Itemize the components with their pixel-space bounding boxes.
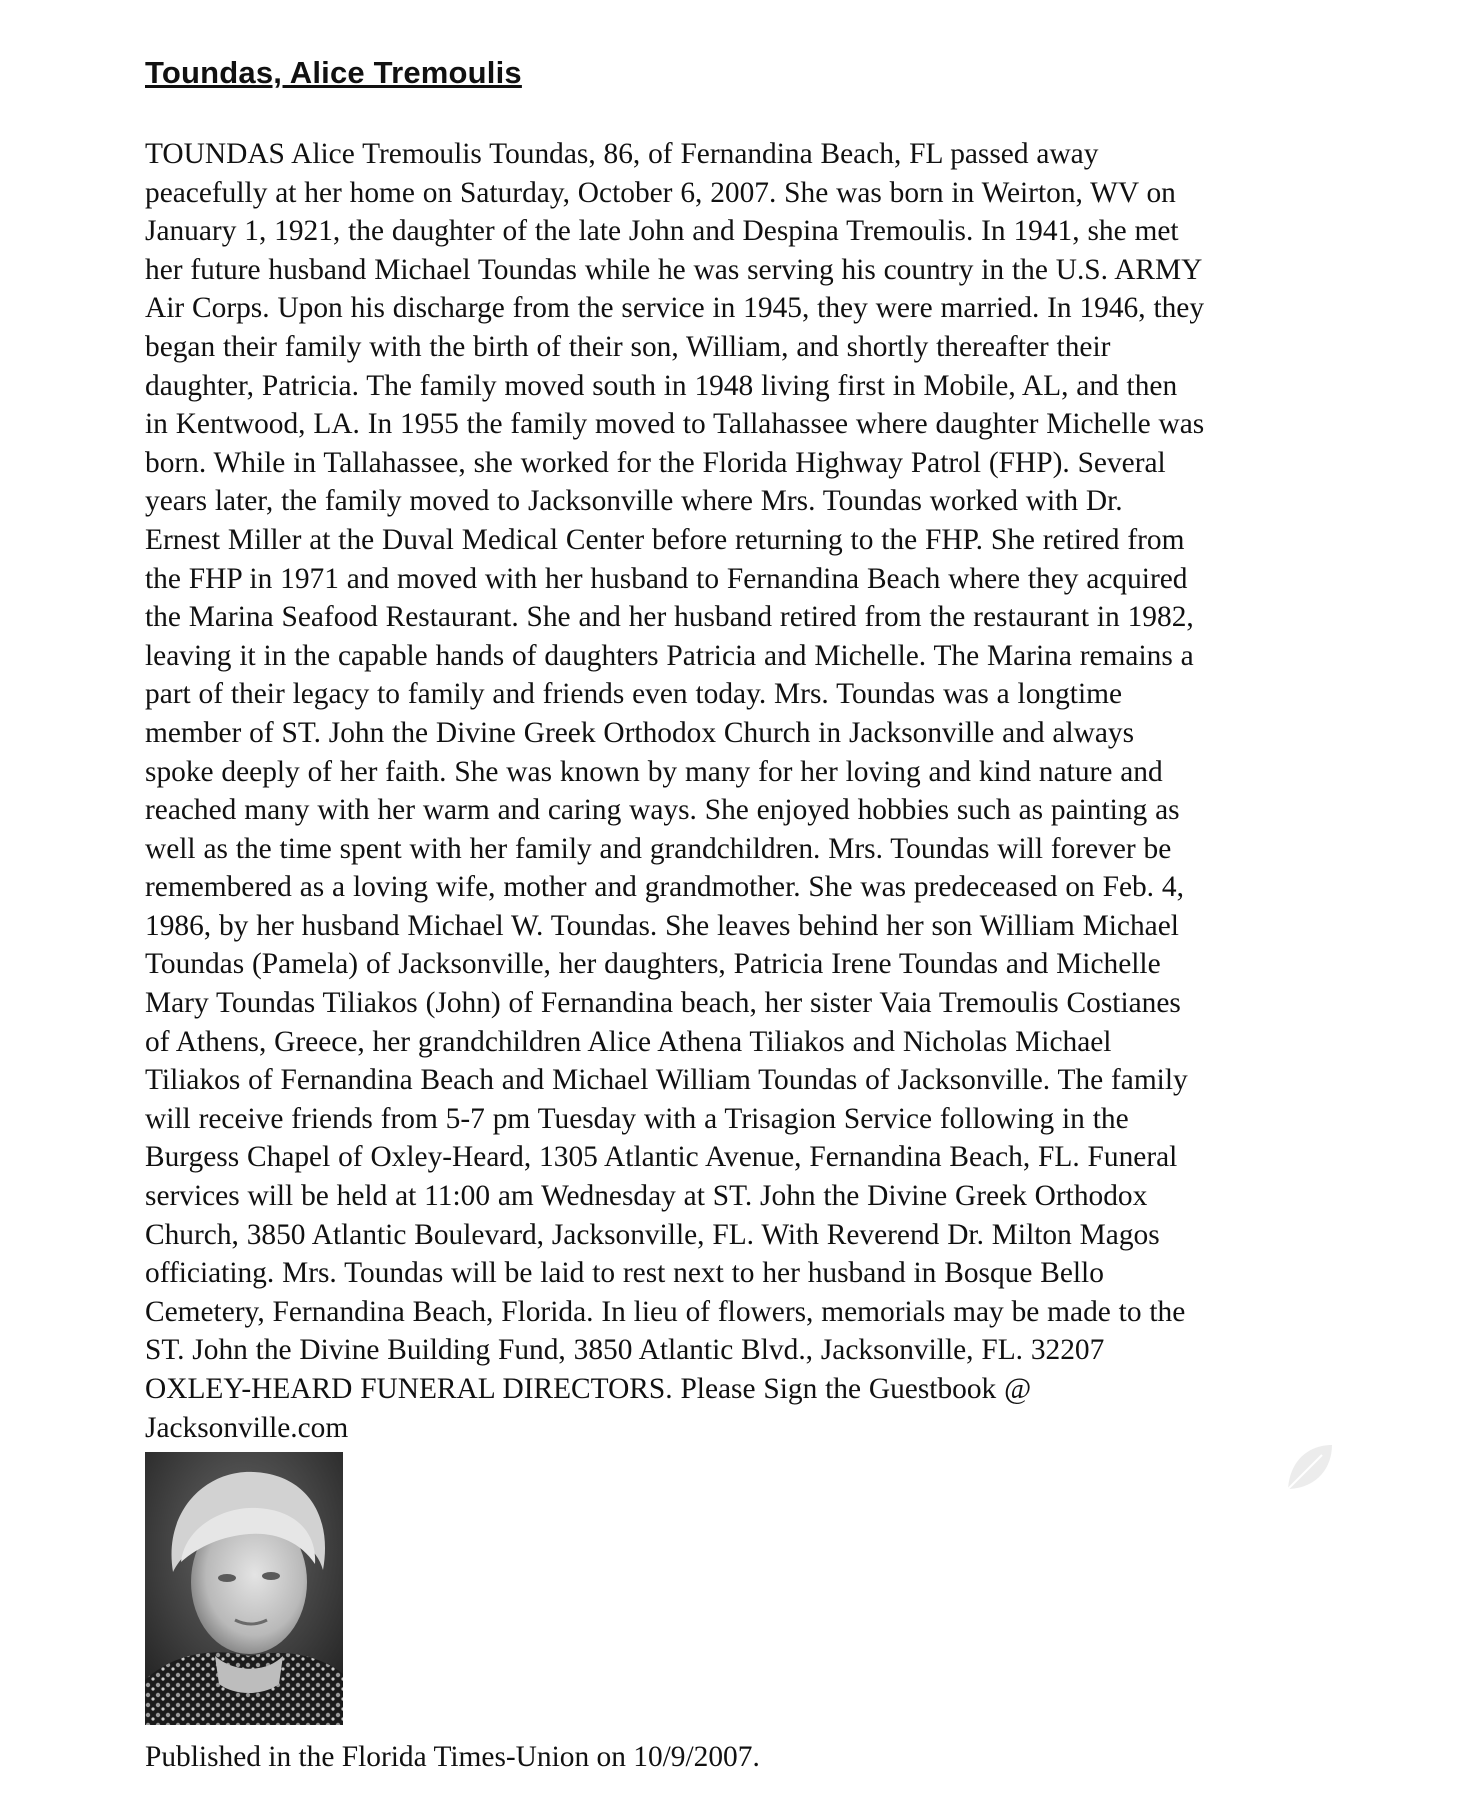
obituary-line: of Athens, Greece, her grandchildren Alice Athena Tiliakos and Nicholas Michael [145,1025,1112,1058]
leaf-icon [1278,1437,1340,1499]
obituary-line: OXLEY-HEARD FUNERAL DIRECTORS. Please Sign the Guestbook @ [145,1373,1032,1405]
obituary-line: Mary Toundas Tiliakos (John) of Fernandina beach, her sister Vaia Tremoulis Costianes [145,987,1181,1020]
obituary-line: Church, 3850 Atlantic Boulevard, Jacksonville, FL. With Reverend Dr. Milton Magos [145,1218,1160,1251]
obituary-line: will receive friends from 5-7 pm Tuesday with a Trisagion Service following in the [145,1102,1129,1135]
obituary-line: member of ST. John the Divine Greek Orthodox Church in Jacksonville and always [145,716,1135,749]
obituary-line: January 1, 1921, the daughter of the late John and Despina Tremoulis. In 1941, she met [145,215,1179,248]
obituary-line: born. While in Tallahassee, she worked for the Florida Highway Patrol (FHP). Several [145,446,1166,479]
obituary-line: began their family with the birth of their son, William, and shortly thereafter their [145,330,1111,363]
obituary-line: officiating. Mrs. Toundas will be laid to rest next to her husband in Bosque Bello [145,1257,1104,1290]
obituary-line: leaving it in the capable hands of daughters Patricia and Michelle. The Marina remains a [145,639,1194,672]
obituary-line: Air Corps. Upon his discharge from the service in 1945, they were married. In 1946, they [145,292,1205,325]
obituary-body [145,135,1360,1447]
obituary-line: Toundas (Pamela) of Jacksonville, her daughters, Patricia Irene Toundas and Michelle [145,948,1161,981]
obituary-line: services will be held at 11:00 am Wednesday at ST. John the Divine Greek Orthodox [145,1180,1148,1213]
obituary-line: reached many with her warm and caring ways. She enjoyed hobbies such as painting as [145,794,1180,827]
obituary-line: 1986, by her husband Michael W. Toundas. She leaves behind her son William Michael [145,909,1179,942]
publication-note: Published in the Florida Times-Union on 10/9/2007. [145,1741,760,1773]
obituary-line: remembered as a loving wife, mother and grandmother. She was predeceased on Feb. 4, [145,871,1184,904]
obituary-line: Jacksonville.com [145,1411,349,1444]
obituary-line: peacefully at her home on Saturday, October 6, 2007. She was born in Weirton, WV on [145,176,1176,209]
obituary-heading: Toundas, Alice Tremoulis [145,55,522,90]
obituary-line: Cemetery, Fernandina Beach, Florida. In lieu of flowers, memorials may be made to the [145,1295,1186,1328]
obituary-line: Ernest Miller at the Duval Medical Center before returning to the FHP. She retired from [145,523,1185,556]
obituary-line: years later, the family moved to Jacksonville where Mrs. Toundas worked with Dr. [145,485,1123,518]
obituary-line: part of their legacy to family and friends even today. Mrs. Toundas was a longtime [145,678,1123,711]
obituary-line: Tiliakos of Fernandina Beach and Michael William Toundas of Jacksonville. The family [145,1064,1188,1097]
obituary-line: in Kentwood, LA. In 1955 the family moved to Tallahassee where daughter Michelle was [145,408,1205,441]
obituary-line: the FHP in 1971 and moved with her husband to Fernandina Beach where they acquired [145,562,1188,595]
obituary-line: her future husband Michael Toundas while he was serving his country in the U.S. ARMY [145,253,1203,286]
portrait-photo [145,1452,343,1725]
obituary-line: TOUNDAS Alice Tremoulis Toundas, 86, of Fernandina Beach, FL passed away [145,138,1099,170]
obituary-line: ST. John the Divine Building Fund, 3850 Atlantic Blvd., Jacksonville, FL. 32207 [145,1334,1105,1367]
obituary-line: the Marina Seafood Restaurant. She and her husband retired from the restaurant in 1982, [145,601,1194,634]
obituary-line: Burgess Chapel of Oxley-Heard, 1305 Atlantic Avenue, Fernandina Beach, FL. Funeral [145,1141,1178,1174]
obituary-line: daughter, Patricia. The family moved south in 1948 living first in Mobile, AL, and then [145,369,1178,402]
obituary-line: spoke deeply of her faith. She was known by many for her loving and kind nature and [145,755,1163,788]
obituary-line: well as the time spent with her family and grandchildren. Mrs. Toundas will forever be [145,832,1172,865]
